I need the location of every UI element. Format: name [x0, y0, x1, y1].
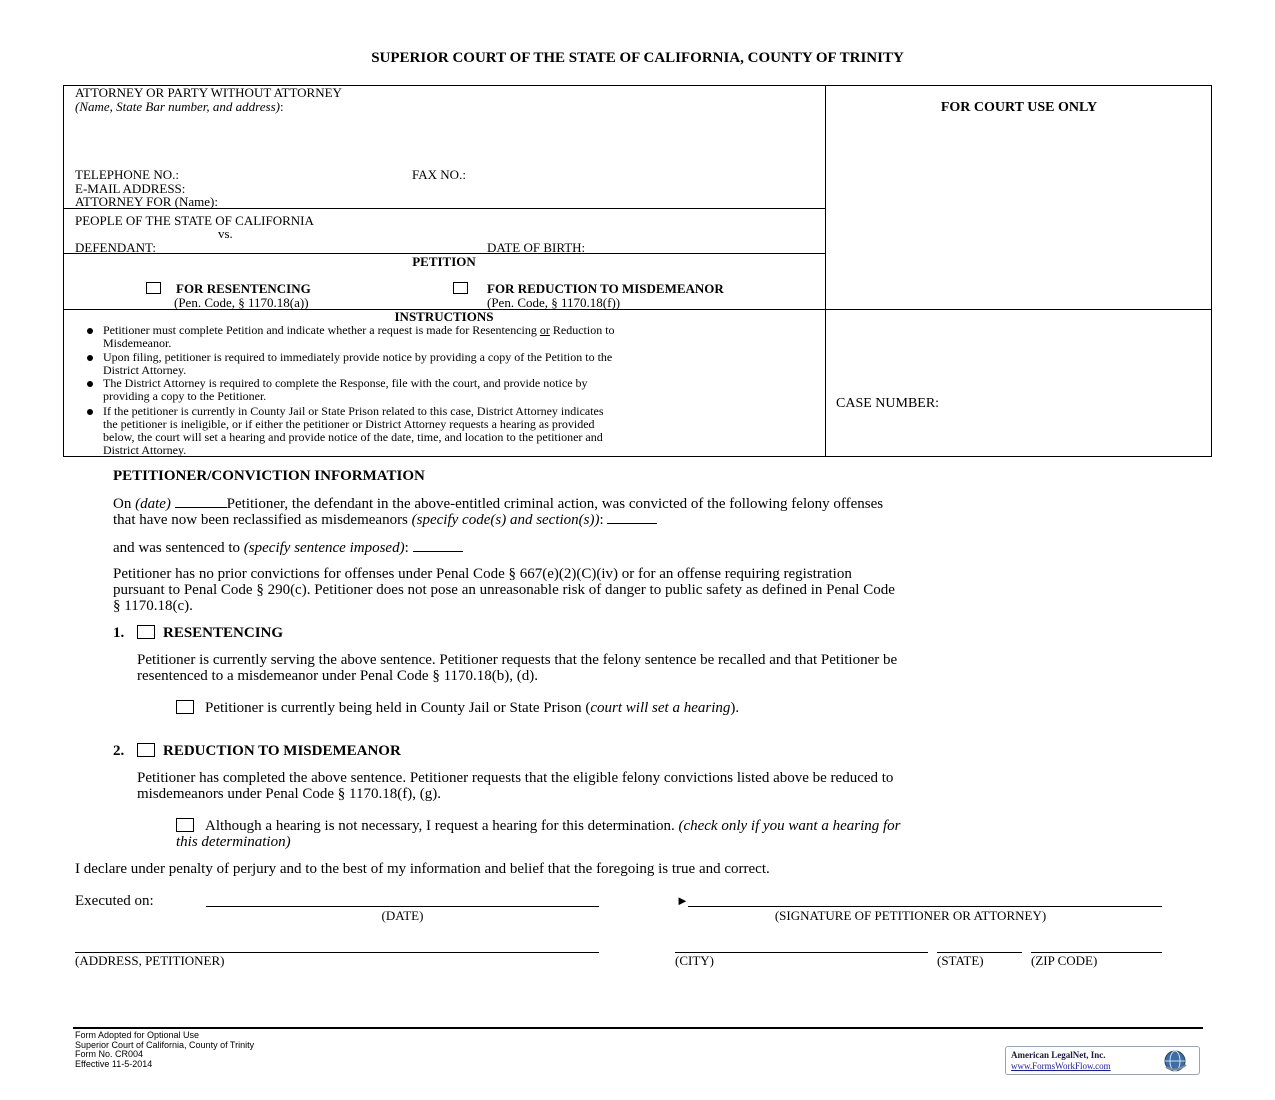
dob-label: DATE OF BIRTH:: [487, 240, 586, 255]
signature-label: (SIGNATURE OF PETITIONER OR ATTORNEY): [774, 908, 1047, 923]
arrow-icon: ►: [676, 893, 689, 908]
footer-line: Form Adopted for Optional Use: [75, 1030, 200, 1040]
instruction-line: Misdemeanor.: [103, 336, 172, 350]
badge-url[interactable]: www.FormsWorkFlow.com: [1011, 1061, 1111, 1071]
globe-icon: [1162, 1049, 1188, 1073]
people-label: PEOPLE OF THE STATE OF CALIFORNIA: [75, 213, 314, 228]
conviction-heading: PETITIONER/CONVICTION INFORMATION: [113, 468, 425, 484]
section2-checkbox[interactable]: [137, 743, 155, 757]
instructions-title: INSTRUCTIONS: [394, 309, 494, 324]
email-label: E-MAIL ADDRESS:: [75, 181, 186, 196]
bullet-icon: [87, 328, 93, 334]
bullet-icon: [87, 409, 93, 415]
section1-line: resentenced to a misdemeanor under Penal Code § 1170.18(b), (d).: [137, 668, 538, 684]
instruction-line: below, the court will set a hearing and provide notice of the date, time, and location to the petitioner and: [103, 430, 603, 444]
option-resentencing: FOR RESENTENCING: [176, 281, 311, 296]
address-label: (ADDRESS, PETITIONER): [75, 953, 225, 968]
section2-line: Petitioner has completed the above sentence. Petitioner requests that the eligible felony convictions listed above be reduced to: [137, 770, 894, 786]
request-hearing-checkbox[interactable]: [176, 818, 194, 832]
court-title: SUPERIOR COURT OF THE STATE OF CALIFORNIA, COUNTY OF TRINITY: [371, 50, 904, 66]
footer-line: Superior Court of California, County of Trinity: [75, 1040, 255, 1050]
footer-line: Form No. CR004: [75, 1049, 144, 1059]
date-blank[interactable]: [175, 495, 227, 508]
resentencing-checkbox[interactable]: [146, 282, 161, 294]
zip-label: (ZIP CODE): [1031, 953, 1098, 968]
prior-line: pursuant to Penal Code § 290(c). Petitioner does not pose an unreasonable risk of danger to public safety as defined in Penal Code: [113, 582, 895, 598]
prior-line: § 1170.18(c).: [113, 598, 193, 614]
petition-label: PETITION: [412, 254, 476, 269]
executed-on-label: Executed on:: [75, 893, 154, 909]
option-reduction-code: (Pen. Code, § 1170.18(f)): [487, 295, 621, 310]
instruction-line: providing a copy to the Petitioner.: [103, 389, 267, 403]
request-hearing-text: Although a hearing is not necessary, I request a hearing for this determination. (check only if you want a hearing for: [205, 818, 901, 834]
option-resentencing-code: (Pen. Code, § 1170.18(a)): [174, 295, 309, 310]
sentence-blank[interactable]: [413, 539, 463, 552]
date-label: (DATE): [381, 908, 424, 923]
declaration: I declare under penalty of perjury and to the best of my information and belief that the foregoing is true and correct.: [75, 861, 770, 877]
prior-line: Petitioner has no prior convictions for offenses under Penal Code § 667(e)(2)(C)(iv) or for an offense requiring registration: [113, 566, 852, 582]
city-label: (CITY): [675, 953, 714, 968]
instruction-line: the petitioner is ineligible, or if either the petitioner or District Attorney requests a hearing as provided: [103, 417, 595, 431]
instruction-line: Upon filing, petitioner is required to immediately provide notice by providing a copy of the Petition to the: [103, 350, 613, 364]
instruction-line: District Attorney.: [103, 363, 187, 377]
section2-line: misdemeanors under Penal Code § 1170.18(f), (g).: [137, 786, 441, 802]
date-line[interactable]: [206, 906, 599, 907]
telephone-label: TELEPHONE NO.:: [75, 167, 179, 182]
badge-name: American LegalNet, Inc.: [1011, 1050, 1106, 1060]
reduction-checkbox[interactable]: [453, 282, 468, 294]
section2-heading: REDUCTION TO MISDEMEANOR: [163, 743, 401, 759]
instruction-line: If the petitioner is currently in County Jail or State Prison related to this case, District Attorney indicates: [103, 404, 604, 418]
section2-number: 2.: [113, 743, 125, 759]
attorney-label: ATTORNEY OR PARTY WITHOUT ATTORNEY: [75, 85, 342, 100]
section1-heading: RESENTENCING: [163, 625, 284, 641]
attorney-for-label: ATTORNEY FOR (Name):: [75, 194, 218, 209]
fax-label: FAX NO.:: [412, 167, 466, 182]
option-reduction: FOR REDUCTION TO MISDEMEANOR: [487, 281, 724, 296]
vs-label: vs.: [218, 226, 233, 241]
signature-line[interactable]: [688, 906, 1162, 907]
state-label: (STATE): [937, 953, 984, 968]
footer-rule: [73, 1027, 1203, 1029]
instruction-line: Petitioner must complete Petition and indicate whether a request is made for Resentencing or Reduction to: [103, 323, 615, 337]
section1-number: 1.: [113, 625, 125, 641]
bullet-icon: [87, 355, 93, 361]
request-hearing-text-2: this determination): [176, 834, 291, 850]
sentenced-line: and was sentenced to (specify sentence imposed):: [113, 539, 463, 556]
footer-line: Effective 11-5-2014: [75, 1059, 153, 1069]
section1-checkbox[interactable]: [137, 625, 155, 639]
court-use-label: FOR COURT USE ONLY: [940, 100, 1098, 115]
conviction-line-2: that have now been reclassified as misdemeanors (specify code(s) and section(s)):: [113, 511, 657, 528]
case-number-label: CASE NUMBER:: [836, 396, 940, 411]
defendant-label: DEFENDANT:: [75, 240, 156, 255]
bullet-icon: [87, 381, 93, 387]
section1-line: Petitioner is currently serving the above sentence. Petitioner requests that the felony sentence be recalled and that Petitioner be: [137, 652, 898, 668]
conviction-line-1: On (date) Petitioner, the defendant in the above-entitled criminal action, was convicted of the following felony offenses: [113, 496, 884, 512]
instruction-line: District Attorney.: [103, 443, 187, 457]
instruction-line: The District Attorney is required to complete the Response, file with the court, and provide notice by: [103, 376, 588, 390]
attorney-sublabel: (Name, State Bar number, and address):: [75, 99, 284, 114]
held-in-custody-text: Petitioner is currently being held in County Jail or State Prison (court will set a hearing).: [205, 700, 740, 716]
held-in-custody-checkbox[interactable]: [176, 700, 194, 714]
offenses-blank[interactable]: [607, 511, 657, 524]
